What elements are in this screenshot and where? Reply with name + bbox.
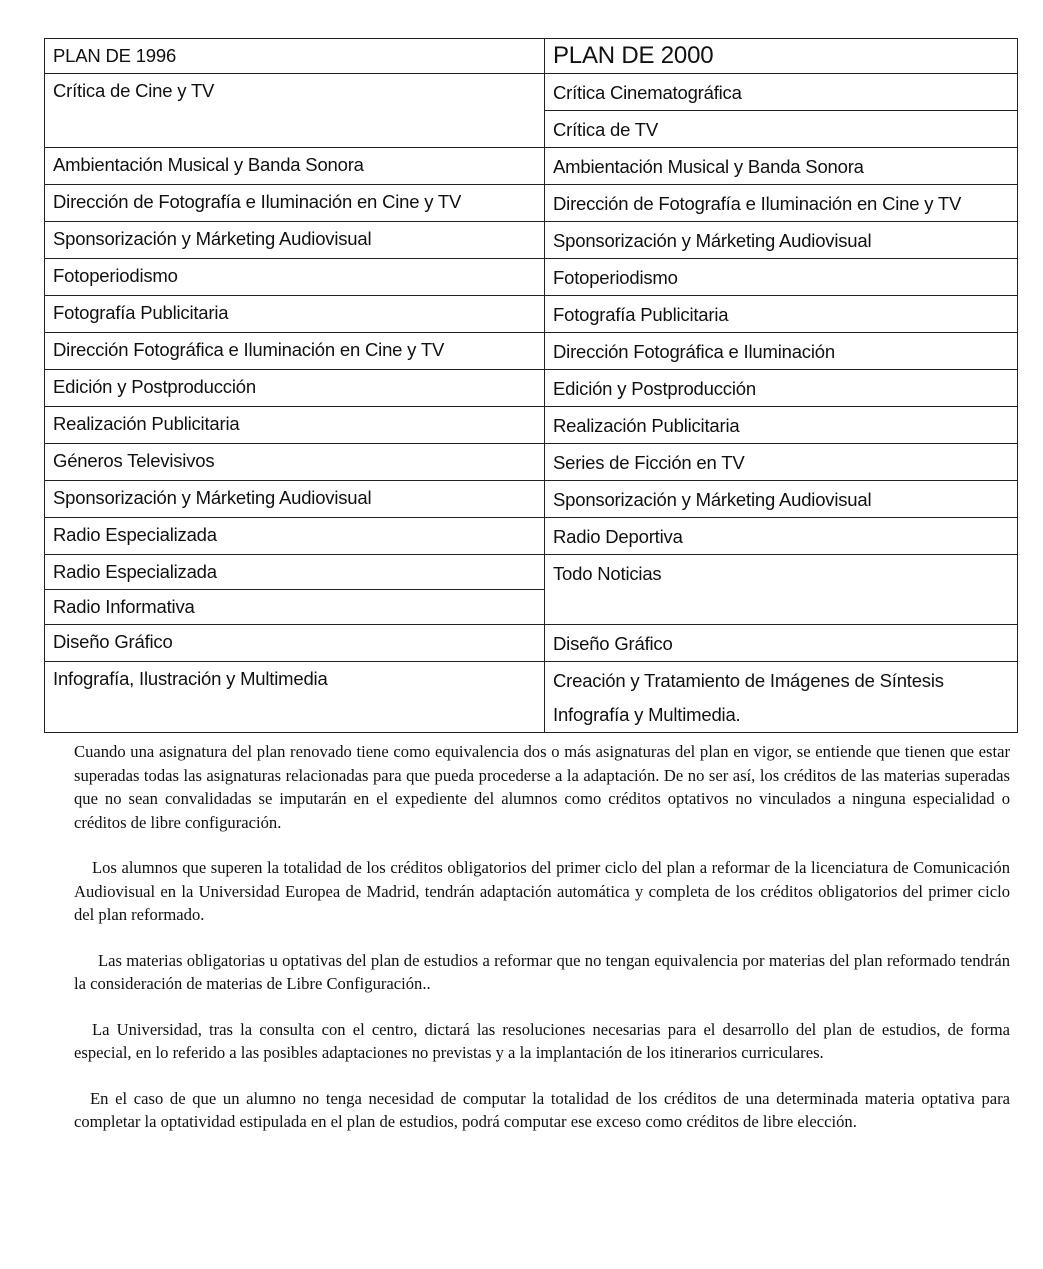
table-row: [45, 662, 1018, 733]
cell-plan-1996: Sponsorización y Márketing Audiovisual: [45, 481, 545, 518]
cell-plan-1996: Dirección Fotográfica e Iluminación en Cine y TV: [45, 333, 545, 370]
cell-plan-2000: Sponsorización y Márketing Audiovisual: [545, 481, 1018, 518]
table-row: [45, 296, 1018, 333]
notes-section: [74, 740, 1010, 1156]
cell-plan-1996: Radio Informativa: [45, 590, 545, 625]
table-row: [45, 148, 1018, 185]
cell-plan-1996: Fotografía Publicitaria: [45, 296, 545, 333]
cell-plan-2000: Dirección Fotográfica e Iluminación: [545, 333, 1018, 370]
cell-plan-2000: Radio Deportiva: [545, 518, 1018, 555]
cell-plan-2000: Fotoperiodismo: [545, 259, 1018, 296]
cell-plan-1996: Edición y Postproducción: [45, 370, 545, 407]
cell-plan-1996: Radio Especializada: [45, 518, 545, 555]
cell-plan-1996: Dirección de Fotografía e Iluminación en Cine y TV: [45, 185, 545, 222]
cell-plan-1996: Sponsorización y Márketing Audiovisual: [45, 222, 545, 259]
table-row: [45, 370, 1018, 407]
cell-plan-1996: Géneros Televisivos: [45, 444, 545, 481]
paragraph: En el caso de que un alumno no tenga necesidad de computar la totalidad de los créditos de una determinada materia optativa para completar la optatividad estipulada en el plan de estudios, podrá computar ese exceso como créditos de libre elección.: [74, 1088, 1010, 1131]
table-row: [45, 518, 1018, 555]
table-row: [45, 555, 1018, 590]
cell-plan-2000: Edición y Postproducción: [545, 370, 1018, 407]
table-row: [45, 74, 1018, 111]
table-row: [45, 222, 1018, 259]
cell-plan-2000: Ambientación Musical y Banda Sonora: [545, 148, 1018, 185]
paragraph: Cuando una asignatura del plan renovado tiene como equivalencia dos o más asignaturas del plan en vigor, se entiende que tienen que estar superadas todas las asignaturas relacionadas para que pueda procederse a la adaptación. De no ser así, los créditos de las materias superadas que no sean convalidadas se imputarán en el expediente del alumnos como créditos optativos no vinculados a ninguna especialidad o créditos de libre configuración.: [74, 742, 1010, 832]
paragraph: Las materias obligatorias u optativas del plan de estudios a reformar que no tengan equivalencia por materias del plan reformado tendrán la consideración de materias de Libre Configuración..: [74, 950, 1010, 993]
table-row: [45, 625, 1018, 662]
table-row: [45, 185, 1018, 222]
cell-line: Infografía y Multimedia.: [553, 704, 741, 725]
cell-plan-2000: Crítica de TV: [545, 111, 1018, 148]
cell-plan-1996: Diseño Gráfico: [45, 625, 545, 662]
cell-plan-2000: Series de Ficción en TV: [545, 444, 1018, 481]
cell-plan-1996: Ambientación Musical y Banda Sonora: [45, 148, 545, 185]
equivalence-table: [44, 38, 1018, 733]
cell-plan-2000: Realización Publicitaria: [545, 407, 1018, 444]
cell-plan-2000: Dirección de Fotografía e Iluminación en Cine y TV: [545, 185, 1018, 222]
table-row: [45, 407, 1018, 444]
cell-plan-1996: Infografía, Ilustración y Multimedia: [45, 662, 545, 733]
cell-plan-1996: Fotoperiodismo: [45, 259, 545, 296]
header-plan-2000: PLAN DE 2000: [545, 39, 1018, 74]
header-plan-1996: PLAN DE 1996: [45, 39, 545, 74]
cell-plan-2000: Todo Noticias: [545, 555, 1018, 625]
cell-plan-2000: Sponsorización y Márketing Audiovisual: [545, 222, 1018, 259]
table-header-row: [45, 39, 1018, 74]
paragraph: La Universidad, tras la consulta con el centro, dictará las resoluciones necesarias para el desarrollo del plan de estudios, de forma especial, en lo referido a las posibles adaptaciones no previstas y a la implantación de los itinerarios curriculares.: [74, 1019, 1010, 1062]
cell-plan-2000: Fotografía Publicitaria: [545, 296, 1018, 333]
cell-plan-1996: Crítica de Cine y TV: [45, 74, 545, 148]
table-row: [45, 333, 1018, 370]
paragraph: Los alumnos que superen la totalidad de los créditos obligatorios del primer ciclo del plan a reformar de la licenciatura de Comunicación Audiovisual en la Universidad Europea de Madrid, tendrán adaptación automática y completa de los créditos obligatorios del primer ciclo del plan reformado.: [74, 858, 1010, 924]
table-row: [45, 444, 1018, 481]
table-row: [45, 259, 1018, 296]
cell-plan-1996: Radio Especializada: [45, 555, 545, 590]
cell-plan-2000: [545, 662, 1018, 733]
cell-plan-2000: Diseño Gráfico: [545, 625, 1018, 662]
cell-plan-2000: Crítica Cinematográfica: [545, 74, 1018, 111]
cell-plan-1996: Realización Publicitaria: [45, 407, 545, 444]
cell-line: Creación y Tratamiento de Imágenes de Síntesis: [553, 670, 944, 691]
table-row: [45, 481, 1018, 518]
